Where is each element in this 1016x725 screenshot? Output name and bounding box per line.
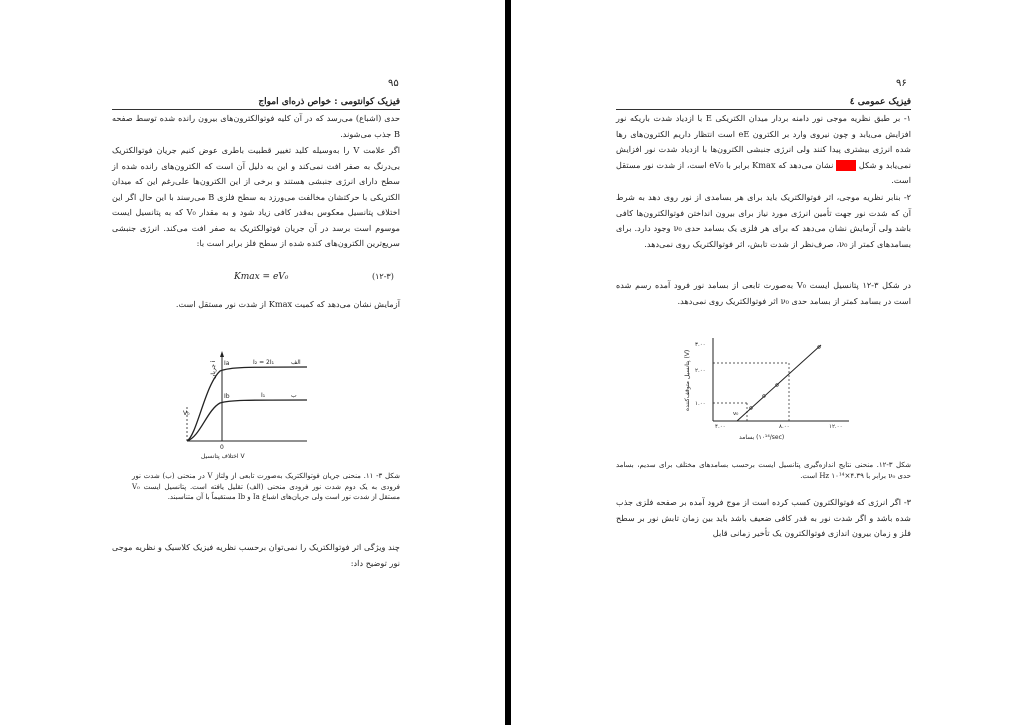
- v0-label: V₀: [183, 410, 190, 417]
- equation: Kmax = eV₀: [234, 272, 289, 282]
- curve-top: [187, 367, 307, 441]
- right-page: [511, 0, 1016, 725]
- curve-bottom: [187, 400, 307, 441]
- figure-caption: شکل ۳-۱۲. منحنی نتایج اندازه‌گیری پتانسیل ایست برحسب بسامدهای مختلف برای سدیم، بسامد حدی ν₀ برابر با ۴.۳۹×۱۰¹⁴ Hz است.: [616, 461, 911, 480]
- left-page: [0, 0, 505, 725]
- curve-bottom-label: I₁: [261, 392, 266, 399]
- y-tick-label: ۲.۰۰: [695, 368, 706, 374]
- stopping-potential-figure: [679, 333, 854, 445]
- figure-caption: شکل ۳- ۱۱. منحنی جریان فوتوالکتریک به‌صورت تابعی از ولتاژ V در منحنی (ب) شدت نور فرودی به یک دوم شدت نور فرودی منحنی (الف) تقلیل یافته است. پتانسیل ایست V₀ مستقل از شدت نور است ولی جریان‌های اشباع Ia و Ib مستقیماً با آن متناسبند.: [132, 472, 401, 501]
- red-highlight-mark: [836, 160, 856, 171]
- page-number: ۹۶: [896, 78, 907, 89]
- x-tick-label: ۴.۰۰: [715, 424, 726, 430]
- equation-number: (۱۲-۳): [372, 272, 394, 281]
- fit-line: [737, 345, 821, 421]
- paragraph: ۳- اگر انرژی که فوتوالکترون کسب کرده است از موج فرود آمده بر صفحه فلزی جذب شده باشد و اگر شدت نور به قدر کافی ضعیف باشد باید بین زمان تابش نور بر سطح فلز و زمان بیرون اندازی فوتوالکترون یک تأخیر زمانی قابل: [616, 497, 911, 538]
- paragraph: ۲- بنابر نظریه موجی، اثر فوتوالکتریک باید برای هر بسامدی از نور روی دهد به شرط آن که شدت نور جهت تأمین انرژی مورد نیاز برای بیرون انداختن فوتوالکترون‌ها کافی باشد ولی آزمایش نشان می‌دهد که برای هر فلزی یک بسامد حدی ν₀ وجود دارد. برای بسامدهای کمتر از ν₀، صرف‌نظر از شدت تابش، اثر فوتوالکتریک روی نمی‌دهد.: [616, 192, 912, 249]
- y-axis-label: جریان i: [210, 360, 217, 379]
- paragraph: حدی (اشباع) می‌رسد که در آن کلیه فوتوالکترون‌های بیرون رانده شده توسط صفحه B جذب می‌شوند.: [112, 113, 400, 139]
- paragraph: چند ویژگی اثر فوتوالکتریک را نمی‌توان برحسب نظریه فیزیک کلاسیک و نظریه موجی نور توضیح داد:: [112, 542, 400, 568]
- curve-bottom-tag: ب: [291, 392, 297, 399]
- ib-label: Ib: [224, 393, 230, 400]
- y-axis-arrow: [220, 351, 224, 357]
- photocurrent-figure: [175, 335, 310, 460]
- y-axis-label: پتانسیل متوقف‌کننده (V): [684, 349, 691, 411]
- paragraph-part: نشان می‌دهد که Kmax برابر با eV₀ است، از شدت نور مستقل است.: [616, 159, 911, 185]
- paragraph: اگر علامت V را به‌وسیله کلید تغییر قطبیت باطری عوض کنیم جریان فوتوالکتریک بی‌درنگ به صفر افت نمی‌کند و این به دلیل آن است که الکترون‌های رانده شده از سطح دارای انرژی جنبشی هستند و برخی از این الکترون‌ها علی‌رغم این که میدان الکتریکی با حرکتشان مخالفت می‌ورزد به سطح فلزی B می‌رسند با این حال اگر این اختلاف پتانسیل معکوس به‌قدر کافی زیاد شود و به مقدار V₀ که به پتانسیل ایست موسوم است برسد در آن جریان فوتوالکتریک به صفر افت می‌کند. انرژی جنبشی سریع‌ترین الکترون‌های کنده شده از سطح فلز برابر است با:: [112, 145, 400, 248]
- nu0-label: ν₀: [733, 411, 739, 417]
- running-header: فیزیک عمومی ٤: [849, 97, 911, 107]
- y-tick-label: ۱.۰۰: [695, 401, 706, 407]
- paragraph: آزمایش نشان می‌دهد که کمیت Kmax از شدت نور مستقل است.: [175, 299, 400, 309]
- ia-label: Ia: [224, 360, 230, 367]
- y-tick-label: ۳.۰۰: [695, 342, 706, 348]
- paragraph: [616, 111, 911, 189]
- paragraph-part: ۱- بر طبق نظریه موجی نور دامنه بردار میدان الکتریکی E با ازدیاد شدت باریکه نور افزایش می‌یابد و چون نیروی وارد بر الکترون eE است انتظار داریم الکترون‌های رها شده انرژی بیشتری پیدا کنند ولی انرژی جنبشی الکترون‌ها با ازدیاد شدت نور افزایش نمی‌یابد و شکل: [616, 113, 911, 170]
- x-tick-label: ۸.۰۰: [779, 424, 790, 430]
- x-axis-label: بسامد (۱۰¹⁴/sec): [739, 434, 785, 441]
- header-rule: [112, 109, 400, 110]
- x-axis-label: اختلاف پتانسیل V: [201, 453, 245, 460]
- running-header: فیزیک کوانتومی : خواص ذره‌ای امواج: [258, 97, 400, 107]
- origin-label: 0: [220, 444, 224, 451]
- curve-top-tag: الف: [291, 359, 301, 366]
- paragraph: در شکل ۳-۱۲ پتانسیل ایست V₀ به‌صورت تابعی از بسامد نور فرود آمده رسم شده است در بسامد کمتر از بسامد حدی ν₀ اثر فوتوالکتریک روی نمی‌دهد.: [616, 280, 912, 306]
- page-number: ۹۵: [388, 78, 399, 89]
- curve-top-label: I₂ = 2I₁: [253, 359, 275, 366]
- x-tick-label: ۱۲.۰۰: [829, 424, 843, 430]
- header-rule: [616, 109, 911, 110]
